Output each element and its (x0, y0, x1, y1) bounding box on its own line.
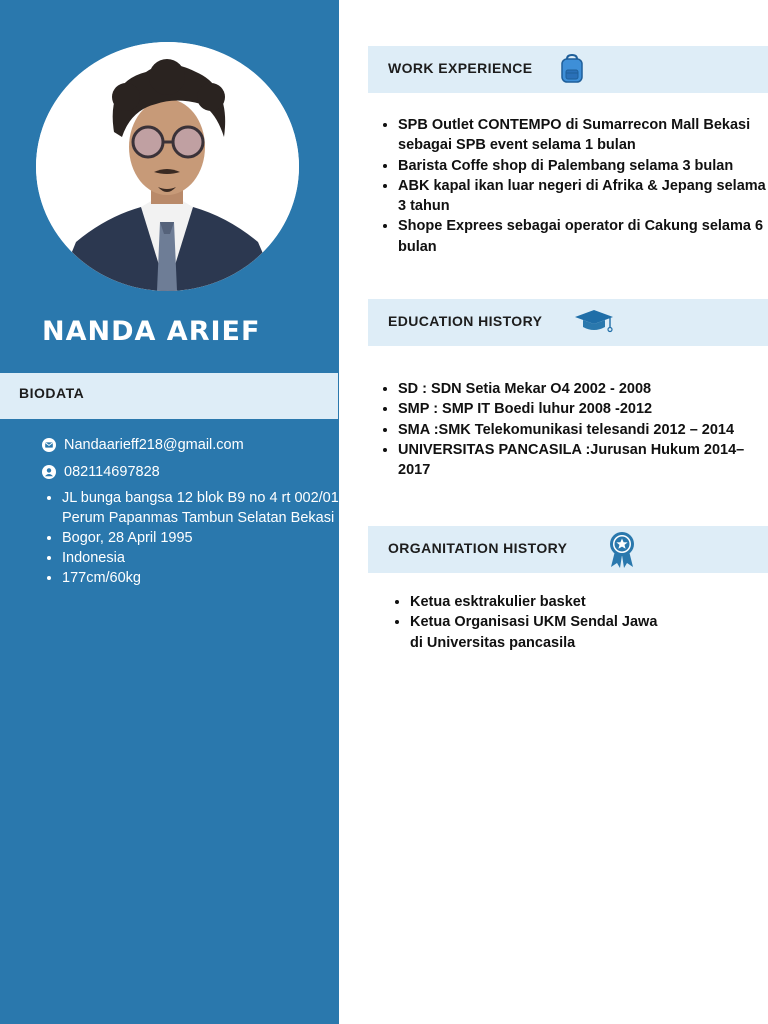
education-item: • SMP : SMP IT Boedi luhur 2008 -2012 (398, 399, 768, 419)
user-icon (42, 465, 56, 479)
work-item: • Shope Exprees sebagai operator di Cakung selama 6 bulan (398, 216, 768, 257)
organization-item: • Ketua Organisasi UKM Sendal Jawa di Universitas pancasila (410, 612, 660, 653)
education-item: • SD : SDN Setia Mekar O4 2002 - 2008 (398, 379, 768, 399)
email-text[interactable]: Nandaarieff218@gmail.com (64, 437, 244, 453)
organization-history-title: ORGANITATION HISTORY (388, 540, 568, 556)
email-row (42, 437, 244, 453)
sidebar (0, 0, 347, 1024)
education-history-header (368, 299, 768, 346)
work-item: • Barista Coffe shop di Palembang selama 3 bulan (398, 156, 768, 176)
organization-history-header (368, 526, 768, 573)
work-experience-list (368, 115, 768, 257)
profile-photo (36, 42, 299, 291)
education-item: • UNIVERSITAS PANCASILA :Jurusan Hukum 2014– 2017 (398, 440, 768, 481)
work-item: • SPB Outlet CONTEMPO di Sumarrecon Mall Bekasi sebagai SPB event selama 1 bulan (398, 115, 768, 156)
biodata-title: BIODATA (19, 385, 85, 401)
birth-item: • Bogor, 28 April 1995 (62, 528, 347, 548)
award-ribbon-icon (608, 531, 636, 574)
organization-history-list (380, 592, 660, 653)
education-item: • SMA :SMK Telekomunikasi telesandi 2012 – 2014 (398, 420, 768, 440)
email-icon (42, 438, 56, 452)
portrait-illustration (36, 42, 299, 291)
phone-text: 082114697828 (64, 464, 160, 480)
biodata-header (0, 373, 338, 419)
education-history-title: EDUCATION HISTORY (388, 313, 543, 329)
height-weight-item: • 177cm/60kg (62, 568, 347, 588)
nationality-item: • Indonesia (62, 548, 347, 568)
work-experience-header (368, 46, 768, 93)
work-experience-title: WORK EXPERIENCE (388, 60, 533, 76)
education-history-list (368, 379, 768, 480)
person-name: NANDA ARIEF (42, 316, 261, 347)
address-item: • JL bunga bangsa 12 blok B9 no 4 rt 002/018 Perum Papanmas Tambun Selatan Bekasi (62, 488, 347, 528)
work-item: • ABK kapal ikan luar negeri di Afrika & Jepang selama 3 tahun (398, 176, 768, 217)
phone-row (42, 464, 160, 480)
biodata-list (40, 488, 347, 588)
graduation-cap-icon (573, 309, 615, 340)
organization-item: • Ketua esktrakulier basket (410, 592, 660, 612)
backpack-icon (559, 54, 585, 89)
